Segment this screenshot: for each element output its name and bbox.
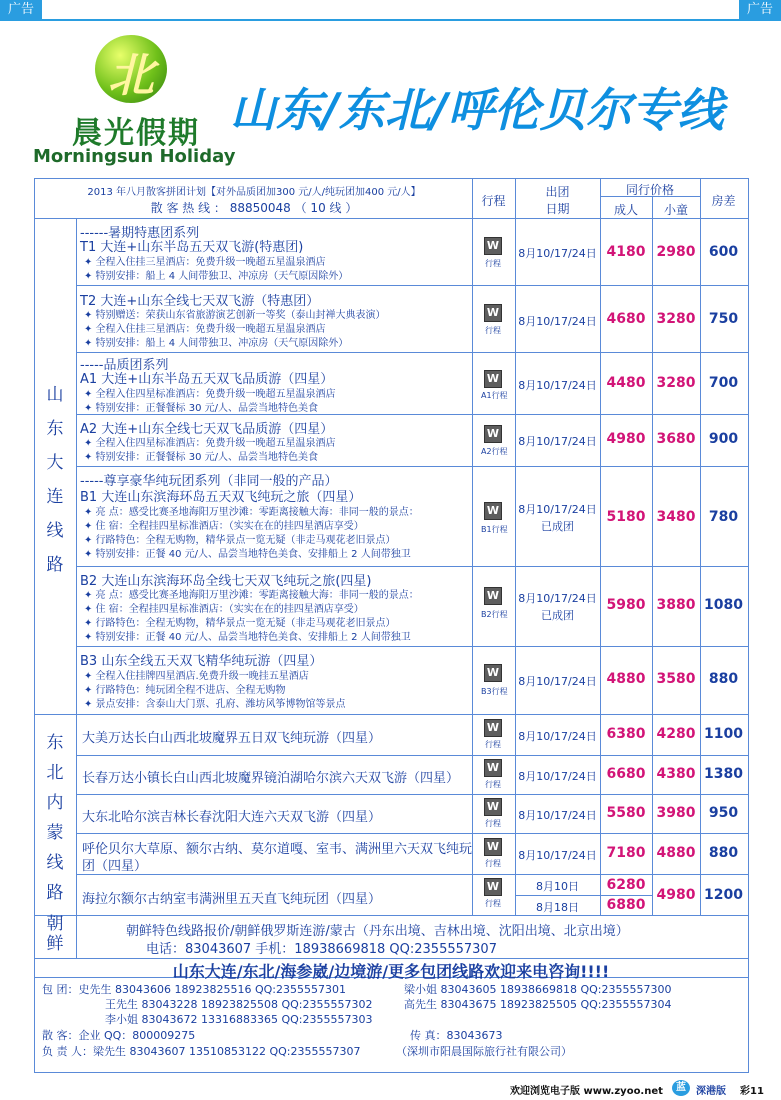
- page-number: 彩11: [740, 1086, 764, 1097]
- itinerary-label[interactable]: B1行程: [481, 525, 508, 534]
- section-title: -----尊享豪华纯玩团系列（非同一般的产品）: [80, 474, 338, 489]
- row-title: A1 大连+山东半岛五天双飞品质游（四星）: [80, 372, 334, 387]
- row-bullet: ✦ 景点安排：含泰山大门票、孔府、潍坊风筝博物馆等景点: [84, 699, 346, 710]
- korea-line1: 朝鲜特色线路报价/朝鲜俄罗斯连游/蒙古（丹东出境、吉林出境、沈阳出境、北京出境）: [126, 924, 629, 939]
- child-price: 4980: [656, 887, 696, 903]
- footer-site[interactable]: 欢迎浏览电子版 www.zyoo.net: [510, 1086, 663, 1097]
- itinerary-label[interactable]: 行程: [485, 740, 501, 749]
- side-shandong: [43, 378, 67, 582]
- row-title: 长春万达小镇长白山西北坡魔界镜泊湖哈尔滨六天双飞游（四星）: [82, 771, 460, 786]
- row-title: 呼伦贝尔大草原、额尔古纳、莫尔道嘎、室韦、满洲里六天双飞纯玩: [82, 842, 473, 857]
- footer-brand: 深港版: [696, 1086, 726, 1097]
- child-price: 3680: [656, 431, 696, 447]
- side-char: 北: [46, 763, 64, 783]
- depart-date: 8月10/17/24日: [518, 849, 597, 862]
- col-price: 同行价格: [625, 183, 674, 197]
- itinerary-label[interactable]: 行程: [485, 859, 501, 868]
- room-diff: 600: [708, 244, 739, 260]
- side-char: 东: [46, 733, 64, 753]
- side-char: 东: [46, 419, 64, 439]
- side-char: 连: [46, 487, 64, 507]
- row-bullet: ✦ 特别安排：船上 4 人间带独卫、冲凉房（天气原因除外）: [84, 271, 349, 282]
- row-bullet: ✦ 特别赠送：荣获山东省旅游演艺创新一等奖（泰山封禅大典表演）: [84, 310, 386, 321]
- adult-price: 4880: [606, 671, 646, 687]
- korea-contact: 电话：83043607 手机：18938669818 QQ:2355557307: [146, 942, 497, 957]
- itinerary-label[interactable]: 行程: [485, 780, 501, 789]
- section-title: ------暑期特惠团系列: [80, 226, 200, 241]
- itinerary-icon[interactable]: W: [484, 587, 502, 605]
- row-title-cont: 团（四星）: [82, 859, 148, 874]
- logo-glyph: 北: [108, 48, 154, 102]
- footer-badge-icon: 蓝: [672, 1080, 690, 1096]
- child-price: 4280: [656, 726, 696, 742]
- child-price: 3280: [656, 311, 696, 327]
- child-price: 3480: [656, 509, 696, 525]
- depart-date: 8月10/17/24日: [518, 315, 597, 328]
- room-diff: 1200: [704, 887, 743, 903]
- row-title: B2 大连山东滨海环岛全线七天双飞纯玩之旅(四星): [80, 574, 372, 589]
- plan-text: 2013 年八月散客拼团计划【对外品质团加300 元/人/纯玩团加400 元/人】: [87, 187, 421, 198]
- row-bullet: ✦ 特别安排：正餐餐标 30 元/人、品尝当地特色美食: [84, 452, 319, 463]
- child-price: 3280: [656, 375, 696, 391]
- row-bullet: ✦ 特别安排：正餐 40 元/人、品尝当地特色美食、安排船上 2 人间带独卫: [84, 632, 411, 643]
- room-diff: 780: [708, 509, 739, 525]
- page-headline: 山东/东北/呼伦贝尔专线: [230, 83, 724, 137]
- contact-line: 散 客：企业 QQ：800009275: [42, 1029, 196, 1042]
- room-diff: 750: [708, 311, 739, 327]
- adult-price: 5180: [606, 509, 646, 525]
- itinerary-label[interactable]: 行程: [485, 819, 501, 828]
- itinerary-label[interactable]: A1行程: [481, 391, 508, 400]
- itinerary-icon[interactable]: W: [484, 878, 502, 896]
- adult-price: 6680: [606, 766, 646, 782]
- contact-line: 李小姐 83043672 13316883365 QQ:2355557303: [105, 1013, 373, 1026]
- side-char: 线: [46, 521, 64, 541]
- row-bullet: ✦ 行路特色：全程无购物，精华景点一览无疑（非走马观花老旧景点）: [84, 535, 396, 546]
- depart-date: 8月10/17/24日: [518, 675, 597, 688]
- room-diff: 880: [708, 671, 739, 687]
- row-bullet: ✦ 特别安排：船上 4 人间带独卫、冲凉房（天气原因除外）: [84, 338, 349, 349]
- itinerary-icon[interactable]: W: [484, 719, 502, 737]
- side-korea: [43, 914, 67, 954]
- room-diff: 1100: [704, 726, 743, 742]
- side-char: 内: [46, 793, 64, 813]
- depart-date: 8月10/17/24日: [518, 503, 597, 516]
- depart-date: 8月10/17/24日: [518, 809, 597, 822]
- side-char: 鲜: [46, 934, 64, 954]
- side-char: 线: [46, 853, 64, 873]
- depart-date: 8月10/17/24日: [518, 730, 597, 743]
- itinerary-label[interactable]: 行程: [485, 259, 501, 268]
- itinerary-icon[interactable]: W: [484, 759, 502, 777]
- adult-price: 4180: [606, 244, 646, 260]
- ad-label-left: 广告: [0, 0, 42, 20]
- row-bullet: ✦ 全程入住挂三星酒店：免费升级一晚超五星温泉酒店: [84, 324, 326, 335]
- row-bullet: ✦ 特别安排：正餐 40 元/人、品尝当地特色美食、安排船上 2 人间带独卫: [84, 549, 411, 560]
- row-bullet: ✦ 亮 点：感受比赛圣地海阳万里沙滩：零距离接触大海：非同一般的景点：: [84, 590, 419, 601]
- itinerary-label[interactable]: A2行程: [481, 447, 508, 456]
- contact-line: 梁小姐 83043605 18938669818 QQ:2355557300: [404, 983, 672, 996]
- row-bullet: ✦ 行路特色：纯玩团全程不进店、全程无购物: [84, 685, 286, 696]
- top-rule: [0, 19, 781, 21]
- itinerary-icon[interactable]: W: [484, 798, 502, 816]
- logo-cn: 晨光假期: [72, 116, 200, 151]
- page-footer: [0, 1077, 781, 1100]
- col-adult: 成人: [613, 203, 638, 217]
- row-bullet: ✦ 特别安排：正餐餐标 30 元/人、品尝当地特色美食: [84, 403, 319, 414]
- room-diff: 900: [708, 431, 739, 447]
- contact-line: 包 团：史先生 83043606 18923825516 QQ:2355557301: [42, 983, 346, 996]
- row-title: 海拉尔额尔古纳室韦满洲里五天直飞纯玩团（四星）: [82, 892, 382, 907]
- row-bullet: ✦ 全程入住挂三星酒店：免费升级一晚超五星温泉酒店: [84, 257, 326, 268]
- row-bullet: ✦ 住 宿：全程挂四星标准酒店：（实实在在的挂四星酒店享受）: [84, 604, 364, 615]
- room-diff: 950: [708, 805, 739, 821]
- contact-line: （深圳市阳晨国际旅行社有限公司）: [396, 1045, 572, 1058]
- row-bullet: ✦ 全程入住挂牌四星酒店.免费升级一晚挂五星酒店: [84, 671, 309, 682]
- row-bullet: ✦ 全程入住四星标准酒店：免费升级一晚超五星温泉酒店: [84, 438, 336, 449]
- room-diff: 1080: [704, 597, 743, 613]
- itinerary-icon[interactable]: W: [484, 425, 502, 443]
- child-price: 3980: [656, 805, 696, 821]
- row-title: A2 大连+山东全线七天双飞品质游（四星）: [80, 422, 334, 437]
- col-child: 小童: [663, 203, 688, 217]
- depart-status: 已成团: [541, 609, 574, 622]
- adult-price: 4480: [606, 375, 646, 391]
- logo-icon: [95, 35, 167, 103]
- child-price: 2980: [656, 244, 696, 260]
- row-title: 大东北哈尔滨吉林长春沈阳大连六天双飞游（四星）: [82, 810, 382, 825]
- itinerary-icon[interactable]: W: [484, 370, 502, 388]
- row-bullet: ✦ 全程入住四星标准酒店：免费升级一晚超五星温泉酒店: [84, 389, 336, 400]
- adult-price: 5980: [606, 597, 646, 613]
- itinerary-icon[interactable]: W: [484, 304, 502, 322]
- side-char: 路: [46, 883, 64, 903]
- side-char: 蒙: [46, 823, 64, 843]
- itinerary-label[interactable]: 行程: [485, 326, 501, 335]
- side-dongbei: [43, 728, 67, 908]
- adult-price: 4980: [606, 431, 646, 447]
- child-price: 4380: [656, 766, 696, 782]
- depart-date: 8月10日: [536, 880, 579, 893]
- row-bullet: ✦ 行路特色：全程无购物，精华景点一览无疑（非走马观花老旧景点）: [84, 618, 396, 629]
- side-char: 山: [46, 385, 64, 405]
- adult-price: 5580: [606, 805, 646, 821]
- side-char: 路: [46, 555, 64, 575]
- depart-date: 8月10/17/24日: [518, 435, 597, 448]
- col-itinerary: 行程: [481, 194, 506, 208]
- child-price: 3580: [656, 671, 696, 687]
- row-title: B3 山东全线五天双飞精华纯玩游（四星）: [80, 654, 323, 669]
- row-title: B1 大连山东滨海环岛五天双飞纯玩之旅（四星）: [80, 490, 362, 505]
- itinerary-icon[interactable]: W: [484, 664, 502, 682]
- side-char: 朝: [46, 914, 64, 934]
- side-char: 大: [46, 453, 64, 473]
- col-room: 房差: [711, 194, 736, 208]
- adult-price: 6880: [606, 897, 646, 913]
- room-diff: 1380: [704, 766, 743, 782]
- adult-price: 7180: [606, 845, 646, 861]
- col-date: 日期: [545, 202, 570, 216]
- ad-label-right: 广告: [739, 0, 781, 20]
- adult-price: 6380: [606, 726, 646, 742]
- itinerary-label[interactable]: 行程: [485, 899, 501, 908]
- contact-line: 传 真：83043673: [410, 1029, 503, 1042]
- row-bullet: ✦ 住 宿：全程挂四星标准酒店：（实实在在的挂四星酒店享受）: [84, 521, 364, 532]
- room-diff: 880: [708, 845, 739, 861]
- depart-date: 8月10/17/24日: [518, 379, 597, 392]
- row-bullet: ✦ 亮 点：感受比赛圣地海阳万里沙滩：零距离接触大海：非同一般的景点：: [84, 507, 419, 518]
- depart-date: 8月10/17/24日: [518, 770, 597, 783]
- itinerary-icon[interactable]: W: [484, 502, 502, 520]
- contact-line: 王先生 83043228 18923825508 QQ:2355557302: [105, 998, 373, 1011]
- row-title: T2 大连+山东全线七天双飞游（特惠团）: [80, 294, 320, 309]
- section-title: -----品质团系列: [80, 358, 169, 373]
- itinerary-icon[interactable]: W: [484, 838, 502, 856]
- itinerary-icon[interactable]: W: [484, 237, 502, 255]
- col-depart: 出团: [545, 185, 570, 199]
- itinerary-label[interactable]: B2行程: [481, 610, 508, 619]
- row-title: 大美万达长白山西北坡魔界五日双飞纯玩游（四星）: [82, 731, 382, 746]
- adult-price: 4680: [606, 311, 646, 327]
- cta-banner: 山东大连/东北/海参崴/边境游/更多包团线路欢迎来电咨询!!!!: [172, 962, 610, 981]
- itinerary-label[interactable]: B3行程: [481, 687, 508, 696]
- adult-price: 6280: [606, 877, 646, 893]
- hotline-text: 散 客 热 线 ： 88850048 （ 10 线 ）: [150, 201, 358, 215]
- contact-line: 高先生 83043675 18923825505 QQ:2355557304: [404, 998, 672, 1011]
- depart-date: 8月18日: [536, 901, 579, 914]
- contact-line: 负 责 人：梁先生 83043607 13510853122 QQ:2355557307: [42, 1045, 361, 1058]
- logo-en: Morningsun Holiday: [33, 146, 236, 167]
- depart-date: 8月10/17/24日: [518, 247, 597, 260]
- child-price: 4880: [656, 845, 696, 861]
- room-diff: 700: [708, 375, 739, 391]
- depart-date: 8月10/17/24日: [518, 592, 597, 605]
- child-price: 3880: [656, 597, 696, 613]
- depart-status: 已成团: [541, 520, 574, 533]
- row-title: T1 大连+山东半岛五天双飞游(特惠团): [80, 240, 304, 255]
